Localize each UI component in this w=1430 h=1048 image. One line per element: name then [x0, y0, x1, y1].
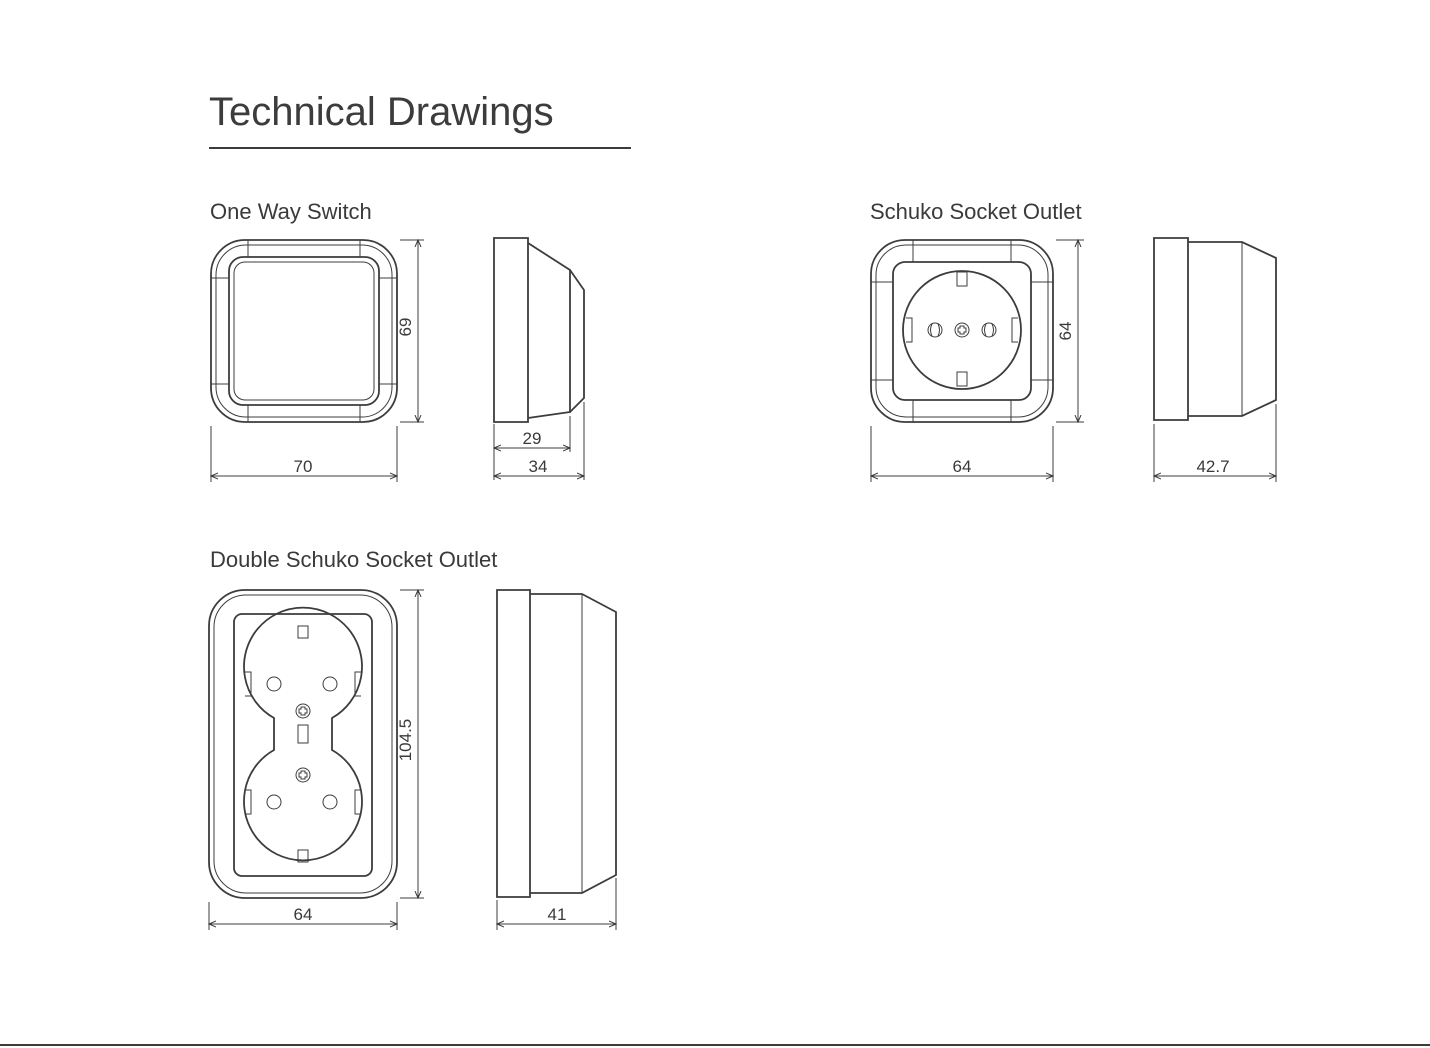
one-way-switch-height-label: 69 — [396, 317, 415, 337]
one-way-switch-side-view — [494, 238, 584, 422]
one-way-switch-depth-inner-label: 29 — [522, 429, 542, 448]
schuko-socket-depth-label: 42.7 — [1196, 457, 1230, 476]
double-schuko-height-label: 104.5 — [396, 718, 415, 762]
one-way-switch-width-dimension — [211, 426, 397, 482]
double-schuko-side-view — [497, 590, 616, 897]
one-way-switch-front-view — [211, 240, 397, 422]
double-schuko-height-dimension — [396, 590, 424, 898]
schuko-socket-width-label: 64 — [952, 457, 972, 476]
one-way-switch-depth-outer-label: 34 — [528, 457, 548, 476]
schuko-socket-width-dimension — [871, 426, 1053, 482]
double-schuko-width-label: 64 — [293, 905, 313, 924]
schuko-socket-title: Schuko Socket Outlet — [870, 199, 1082, 224]
schuko-pin-holes — [928, 323, 996, 337]
schuko-socket-front-view — [871, 240, 1053, 422]
double-schuko-front-view — [209, 590, 397, 898]
one-way-switch-depth-dimensions — [494, 402, 584, 480]
page-title: Technical Drawings — [209, 90, 554, 134]
double-schuko-depth-dimension — [497, 878, 616, 930]
one-way-switch-title: One Way Switch — [210, 199, 372, 224]
one-way-switch-width-label: 70 — [293, 457, 313, 476]
one-way-switch-height-dimension — [396, 240, 424, 422]
schuko-socket-height-label: 64 — [1056, 321, 1075, 341]
double-schuko-socket-title: Double Schuko Socket Outlet — [210, 547, 498, 572]
double-schuko-depth-label: 41 — [547, 905, 567, 924]
schuko-socket-side-view — [1154, 238, 1276, 420]
bottom-rule — [0, 1044, 1430, 1046]
double-schuko-width-dimension — [209, 902, 397, 930]
schuko-socket-height-dimension — [1056, 240, 1084, 422]
schuko-center-screw-icon — [955, 323, 969, 337]
